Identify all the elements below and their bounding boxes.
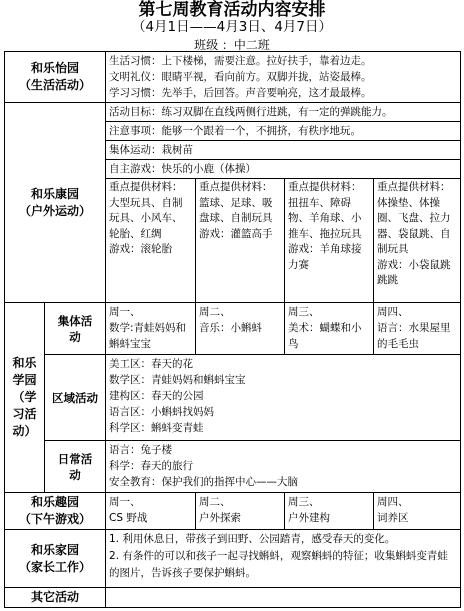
day-label: 周三、 xyxy=(288,496,320,508)
day-cell xyxy=(106,493,196,530)
sub-label xyxy=(45,303,106,355)
content-line: 安全教育：保护我们的指挥中心——大脑 xyxy=(109,476,299,488)
content-line: 注意事项：能够一个跟着一个，不拥挤，有秩序地玩。 xyxy=(106,122,461,141)
day-label: 周二、 xyxy=(199,306,231,318)
sub-label-1: 日常活 xyxy=(57,451,93,466)
section-label: 其它活动 xyxy=(5,588,106,608)
sub-label-2: 动 xyxy=(69,329,81,344)
content-line: 科学：春天的旅行 xyxy=(109,460,194,472)
area-activity-row xyxy=(5,355,461,441)
daily-activity-row xyxy=(5,441,461,493)
content-line: 2. 有条件的可以和孩子一起寻找蝌蚪，观察蝌蚪的特征；收集蝌蚪变青蛙的图片，告诉孩子要保护蝌蚪。 xyxy=(109,550,448,579)
content-line: 语言区：小蝌蚪找妈妈 xyxy=(109,406,215,418)
materials-cell xyxy=(374,179,461,303)
day-activity: 音乐：小蝌蚪 xyxy=(199,322,263,334)
section-label-1: 和乐 xyxy=(12,356,37,370)
section-label-2: （家长工作） xyxy=(19,559,92,574)
section-label xyxy=(5,530,106,588)
section-label xyxy=(5,52,106,103)
section-yiyuan xyxy=(5,52,461,103)
section-other xyxy=(5,588,461,608)
content-line: 数学区：青蛙妈妈和蝌蚪宝宝 xyxy=(109,374,246,386)
materials-cell xyxy=(196,179,285,303)
day-label: 周一、 xyxy=(109,306,141,318)
day-activity: 户外探索 xyxy=(199,512,242,524)
area-content xyxy=(106,355,461,441)
class-name: 班级 ：中二班 xyxy=(194,38,270,52)
game-text: 游戏：灌篮高手 xyxy=(199,227,273,240)
section-content xyxy=(106,530,461,588)
day-activity: 语言：水果屋里的毛毛虫 xyxy=(377,322,451,350)
content-line: 学习习惯：先举手，后回答。声音要响亮，这才最最棒。 xyxy=(109,87,372,99)
section-label-2: （户外运动） xyxy=(19,203,92,218)
sub-label-2: 动 xyxy=(69,467,81,482)
section-label xyxy=(5,303,45,493)
section-label xyxy=(5,493,106,530)
day-cell xyxy=(374,303,461,355)
content-line: 语言：兔子楼 xyxy=(109,444,173,456)
game-text: 游戏：小袋鼠跳跳跳 xyxy=(377,258,451,286)
materials-text: 重点提供材料：扭扭车、障碍物、羊角球、小推车、拖拉玩具 xyxy=(288,181,362,240)
content-line: 建构区：春天的公园 xyxy=(109,390,204,402)
section-quyuan xyxy=(5,493,461,530)
sub-label: 区域活动 xyxy=(45,355,106,441)
group-activity-row xyxy=(5,303,461,355)
section-label-5: 动） xyxy=(12,424,37,438)
content-line: 活动目标：练习双脚在直线两侧行进跳，有一定的弹跳能力。 xyxy=(106,103,461,122)
day-cell xyxy=(196,303,285,355)
section-label-4: 习活 xyxy=(12,407,37,421)
sub-label-1: 集体活 xyxy=(57,313,93,328)
materials-text: 重点提供材料：篮球、足球、吸盘球、自制玩具 xyxy=(199,181,273,224)
game-text: 游戏：羊角球接力赛 xyxy=(288,243,362,271)
materials-text: 重点提供材料：体操垫、体操圈、飞盘、拉力器、袋鼠跳、自制玩具 xyxy=(377,181,451,255)
section-content xyxy=(106,588,461,608)
day-cell xyxy=(106,303,196,355)
day-label: 周四、 xyxy=(377,306,409,318)
day-label: 周四、 xyxy=(377,496,409,508)
content-line: 自主游戏：快乐的小鹿（体操） xyxy=(106,160,461,179)
day-activity: 词养区 xyxy=(377,512,409,524)
content-line: 生活习惯：上下楼梯，需要注意。拉好扶手，靠着边走。 xyxy=(109,55,372,67)
day-cell xyxy=(374,493,461,530)
page-title: 第七周教育活动内容安排 xyxy=(138,0,326,20)
content-line: 美工区：春天的花 xyxy=(109,358,194,370)
game-text: 游戏：滚轮胎 xyxy=(109,243,173,255)
section-kangyuan xyxy=(5,103,461,122)
content-line: 集体运动：栽树苗 xyxy=(106,141,461,160)
day-activity: 户外建构 xyxy=(288,512,331,524)
section-label-1: 和乐家园 xyxy=(31,542,80,557)
section-label-2: （生活活动） xyxy=(19,78,92,92)
section-jiayuan xyxy=(5,530,461,588)
day-activity: 数学:青蛙妈妈和蝌蚪宝宝 xyxy=(109,322,187,350)
day-cell xyxy=(285,303,374,355)
schedule-table xyxy=(4,51,461,608)
day-activity: 美术：蝴蝶和小鸟 xyxy=(288,322,362,350)
section-label-2: 学园 xyxy=(12,373,37,387)
content-line: 文明礼仪：眼睛平视，看向前方。双脚并拢，站姿最棒。 xyxy=(109,71,372,83)
day-activity: CS 野战 xyxy=(109,512,148,524)
section-label-1: 和乐怡园 xyxy=(31,61,80,75)
day-label: 周一、 xyxy=(109,496,141,508)
materials-cell xyxy=(106,179,196,303)
day-cell xyxy=(285,493,374,530)
section-label-2: （下午游戏） xyxy=(19,512,92,526)
content-line: 科学区：蝌蚪变青蛙 xyxy=(109,422,204,434)
day-label: 周二、 xyxy=(199,496,231,508)
date-range: （4月1日——4月3日、4月7日） xyxy=(131,19,333,35)
day-cell xyxy=(196,493,285,530)
materials-cell xyxy=(285,179,374,303)
section-label xyxy=(5,103,106,303)
section-label-1: 和乐康园 xyxy=(31,186,80,201)
day-label: 周三、 xyxy=(288,306,320,318)
materials-text: 重点提供材料：大型玩具、自制玩具、小风车、轮胎、红绸 xyxy=(109,181,183,240)
section-label-3: （学 xyxy=(12,390,37,404)
content-line: 1. 利用休息日，带孩子到田野、公园踏青，感受春天的变化。 xyxy=(109,533,396,545)
section-content xyxy=(106,52,461,103)
daily-content xyxy=(106,441,461,493)
sub-label xyxy=(45,441,106,493)
section-label-1: 和乐趣园 xyxy=(31,495,80,509)
